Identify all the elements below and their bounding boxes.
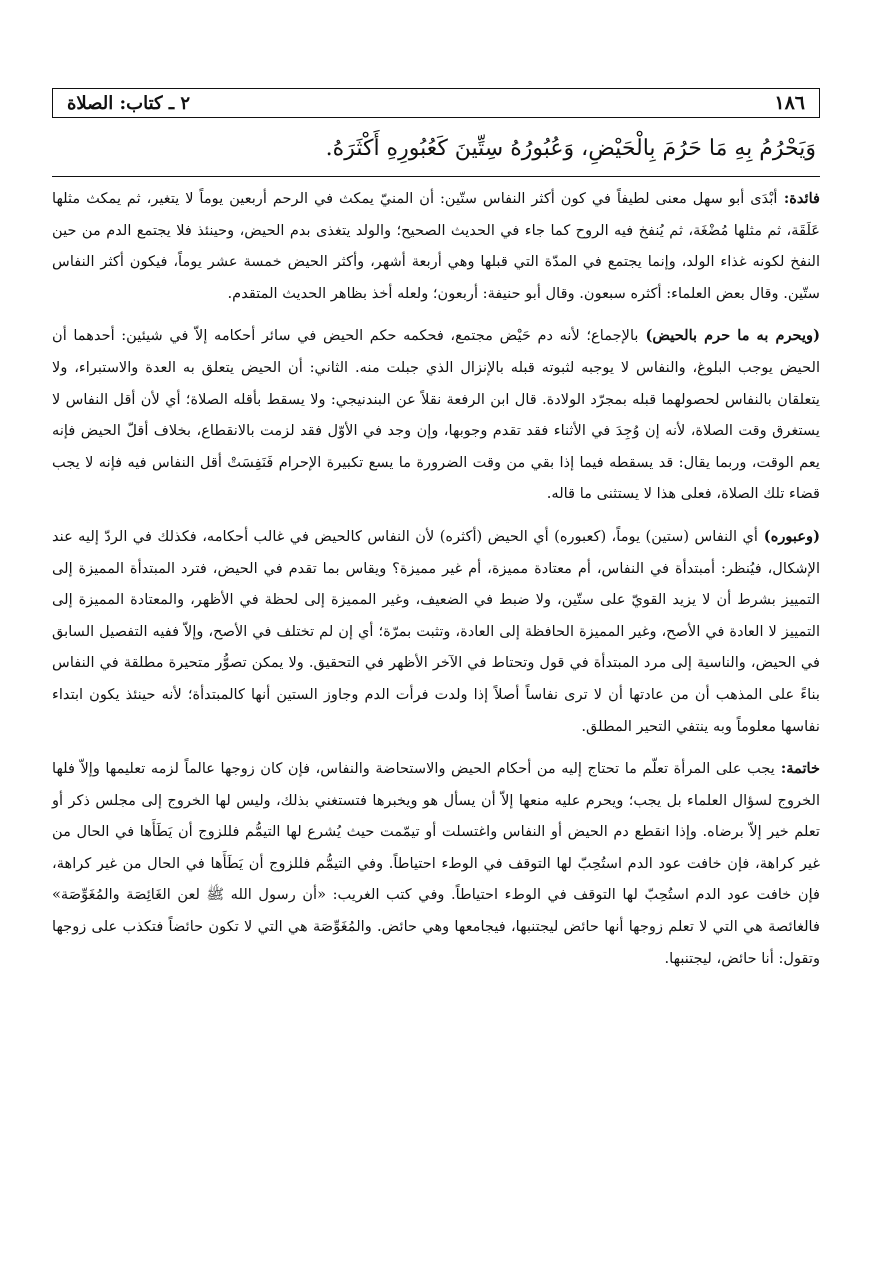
divider-rule bbox=[52, 176, 820, 177]
paragraph-text: أي النفاس (ستين) يوماً، (كعبوره) أي الحيض (أكثره) لأن النفاس كالحيض في غالب أحكامه، فكذلك في الردّ إليه عند الإشكال، فيُنظر: أمبتدأة في النفاس، أم معتادة مميزة، أم غير مميزة؟ ويقاس بما تقدم في الحيض، فترد المبتدأة المميزة إلى التمييز بشرط أن لا يزيد القويّ على ستّين، ولا ضبط في الضعيف، وغير المميزة إلى لحظة في الأظهر، والمعتادة المميزة إلى التمييز لا العادة في الأصح، وغير المميزة الحافظة إلى العادة، وتثبت بمرّة؛ أي إن لم تختلف في الأصح، وإلاّ ففيه التفصيل السابق في الحيض، والناسية إلى مرد المبتدأة في قول وتحتاط في الآخر الأظهر في التحقيق. ولا يمكن تصوُّر متحيرة مطلقة في النفاس بناءً على المذهب أن من عادتها أن لا ترى نفاساً أصلاً إذا ولدت فرأت الدم وجاوز الستين أنها كالمبتدأة؛ لأنه حينئذ يكون ابتداء نفاسها معلوماً وبه ينتفي التحير المطلق. bbox=[52, 527, 820, 735]
page-number: ١٨٦ bbox=[774, 92, 805, 114]
paragraph-text: أبْدَى أبو سهل معنى لطيفاً في كون أكثر النفاس ستّين: أن المنيّ يمكث في الرحم أربعين يوماً لا يتغير، ثم يمكث مثلها عَلَقَة، ثم مثلها مُضْغَة، ثم يُنفخ فيه الروح كما جاء في الحديث الصحيح؛ والولد يتغذى بدم الحيض، وحينئذ فلا يجتمع الدم من حين النفخ لكونه غذاء الولد، وإنما يجتمع في المدّة التي قبلها وهي أربعة أشهر، وأكثر الحيض خمسة عشر يوماً، فيكون أكثر النفاس ستّين. وقال بعض العلماء: أكثره سبعون. وقال أبو حنيفة: أربعون؛ ولعله أخذ بظاهر الحديث المتقدم. bbox=[52, 190, 820, 302]
matn-text: وَيَحْرُمُ بِهِ مَا حَرُمَ بِالْحَيْضِ، وَعُبُورُهُ سِتِّينَ كَعُبُورِهِ أَكْثَرَهُ. bbox=[325, 136, 816, 161]
chapter-title: ٢ ـ كتاب: الصلاة bbox=[67, 92, 191, 114]
book-page bbox=[52, 88, 820, 1228]
paragraph-text: بالإجماع؛ لأنه دم حَيْض مجتمع، فحكمه حكم الحيض في سائر أحكامه إلاّ في شيئين: أحدهما أن الحيض يوجب البلوغ، والنفاس لا يوجبه لثبوته قبله بالإنزال الذي جبلت منه. الثاني: أن الحيض يتعلق به العدة والاستبراء، ولا يتعلقان بالنفاس لحصولهما قبله بمجرّد الولادة. قال ابن الرفعة نقلاً عن البندنيجي: ولا يسقط بأقله الصلاة؛ أي لأن أقل النفاس لا يستغرق وقت الصلاة، لأنه إن وُجِدَ في الأثناء فقد تقدم وجوبها، وإن وجد في الأوّل فقد لزمت بالانقطاع، بخلاف أقلّ الحيض فإنه يعم الوقت، وربما يقال: قد يسقطه فيما إذا بقي من وقت الضرورة ما يسع تكبيرة الإحرام فَنَفِسَتْ أقل النفاس فيه فإنه لا يجب قضاء تلك الصلاة، فعلى هذا لا يستثنى ما قاله. bbox=[52, 327, 820, 503]
paragraph-lead: (وعبوره) bbox=[757, 527, 820, 545]
commentary-paragraph bbox=[52, 320, 820, 510]
commentary-paragraph bbox=[52, 753, 820, 974]
commentary-paragraph bbox=[52, 521, 820, 742]
page-header bbox=[52, 88, 820, 118]
paragraph-lead: خاتمة: bbox=[774, 760, 820, 778]
commentary-paragraph bbox=[52, 183, 820, 309]
paragraph-lead: (ويحرم به ما حرم بالحيض) bbox=[638, 327, 820, 345]
paragraph-text: يجب على المرأة تعلّم ما تحتاج إليه من أحكام الحيض والاستحاضة والنفاس، فإن كان زوجها عالماً لزمه تعليمها وإلاّ فلها الخروج لسؤال العلماء بل يجب؛ ويحرم عليه منعها إلاّ أن يسأل هو ويخبرها فتستغني بذلك، وليس لها الخروج إلى مجلس ذكر أو تعلم خير إلاّ برضاه. وإذا انقطع دم الحيض أو النفاس واغتسلت أو تيمّمت حيث يُشرع لها التيمُّم فللزوج أن يَطَأَها في الحال من غير كراهة، فإن خافت عود الدم استُحِبّ لها التوقف في الوطء احتياطاً. وفي التيمُّم فللزوج أن يَطَأَها في الحال من غير كراهة، فإن خافت عود الدم استُحِبّ لها التوقف في الوطء احتياطاً. وفي كتب الغريب: «أن رسول الله ﷺ لعن الغَائِصَة والمُغَوِّصَة» فالغائصة هي التي لا تعلم زوجها أنها حائض ليجتنبها، فيجامعها وهي حائض. والمُغَوِّصَة هي التي لا تكون حائضاً فتكذب على زوجها وتقول: أنا حائض، ليجتنبها. bbox=[52, 760, 820, 967]
paragraph-lead: فائدة: bbox=[777, 190, 820, 207]
